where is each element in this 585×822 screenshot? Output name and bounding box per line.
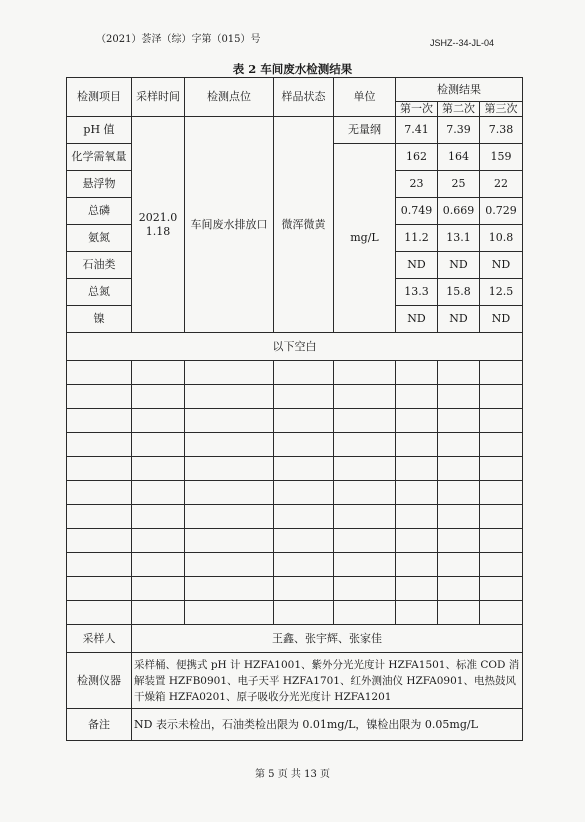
header-unit: 单位 bbox=[334, 78, 396, 117]
header-first: 第一次 bbox=[396, 102, 438, 117]
value-cell: ND bbox=[438, 306, 480, 333]
table-title: 表 2 车间废水检测结果 bbox=[232, 62, 353, 76]
value-cell: 0.749 bbox=[396, 198, 438, 225]
header-results: 检测结果 bbox=[396, 78, 523, 102]
value-cell: 162 bbox=[396, 144, 438, 171]
unit-ph-cell: 无量纲 bbox=[334, 117, 396, 144]
value-cell: ND bbox=[396, 252, 438, 279]
value-cell: 164 bbox=[438, 144, 480, 171]
item-cell: 氨氮 bbox=[67, 225, 132, 252]
sampling-point-cell: 车间废水排放口 bbox=[185, 117, 274, 333]
value-cell: 25 bbox=[438, 171, 480, 198]
item-cell: pH 值 bbox=[67, 117, 132, 144]
value-cell: 7.39 bbox=[438, 117, 480, 144]
value-cell: 13.1 bbox=[438, 225, 480, 252]
value-cell: 0.669 bbox=[438, 198, 480, 225]
sampler-label: 采样人 bbox=[67, 625, 132, 653]
page-footer: 第 5 页 共 13 页 bbox=[255, 769, 330, 780]
instrument-list: 采样桶、便携式 pH 计 HZFA1001、紫外分光光度计 HZFA1501、标准 COD 消解装置 HZFB0901、电子天平 HZFA1701、红外测油仪 HZFA0901、电热鼓风干燥箱 HZFA0201、原子吸收分光光度计 HZFA1201 bbox=[132, 653, 523, 709]
item-cell: 悬浮物 bbox=[67, 171, 132, 198]
value-cell: 23 bbox=[396, 171, 438, 198]
value-cell: 7.38 bbox=[480, 117, 523, 144]
remark-label: 备注 bbox=[67, 709, 132, 741]
instrument-label: 检测仪器 bbox=[67, 653, 132, 709]
item-cell: 石油类 bbox=[67, 252, 132, 279]
value-cell: 0.729 bbox=[480, 198, 523, 225]
item-cell: 总氮 bbox=[67, 279, 132, 306]
value-cell: ND bbox=[396, 306, 438, 333]
header-sample-state: 样品状态 bbox=[274, 78, 334, 117]
header-sampling-time: 采样时间 bbox=[132, 78, 185, 117]
wastewater-results-table bbox=[66, 77, 523, 741]
value-cell: 13.3 bbox=[396, 279, 438, 306]
form-code: JSHZ--34-JL-04 bbox=[430, 38, 495, 48]
sample-state-cell: 微浑微黄 bbox=[274, 117, 334, 333]
value-cell: 7.41 bbox=[396, 117, 438, 144]
value-cell: ND bbox=[480, 306, 523, 333]
value-cell: 159 bbox=[480, 144, 523, 171]
value-cell: ND bbox=[480, 252, 523, 279]
item-cell: 化学需氧量 bbox=[67, 144, 132, 171]
remark-text: ND 表示未检出，石油类检出限为 0.01mg/L，镍检出限为 0.05mg/L bbox=[132, 709, 523, 741]
blank-marker: 以下空白 bbox=[67, 333, 523, 361]
value-cell: 22 bbox=[480, 171, 523, 198]
item-cell: 总磷 bbox=[67, 198, 132, 225]
unit-mass-cell: mg/L bbox=[334, 144, 396, 333]
document-number: （2021）荟泽（综）字第（015）号 bbox=[96, 34, 261, 45]
value-cell: 12.5 bbox=[480, 279, 523, 306]
sampling-time-cell: 2021.01.18 bbox=[132, 117, 185, 333]
value-cell: ND bbox=[438, 252, 480, 279]
value-cell: 10.8 bbox=[480, 225, 523, 252]
header-sampling-point: 检测点位 bbox=[185, 78, 274, 117]
header-item: 检测项目 bbox=[67, 78, 132, 117]
value-cell: 11.2 bbox=[396, 225, 438, 252]
sampler-names: 王鑫、张宇辉、张家佳 bbox=[132, 625, 523, 653]
header-second: 第二次 bbox=[438, 102, 480, 117]
item-cell: 镍 bbox=[67, 306, 132, 333]
header-third: 第三次 bbox=[480, 102, 523, 117]
value-cell: 15.8 bbox=[438, 279, 480, 306]
